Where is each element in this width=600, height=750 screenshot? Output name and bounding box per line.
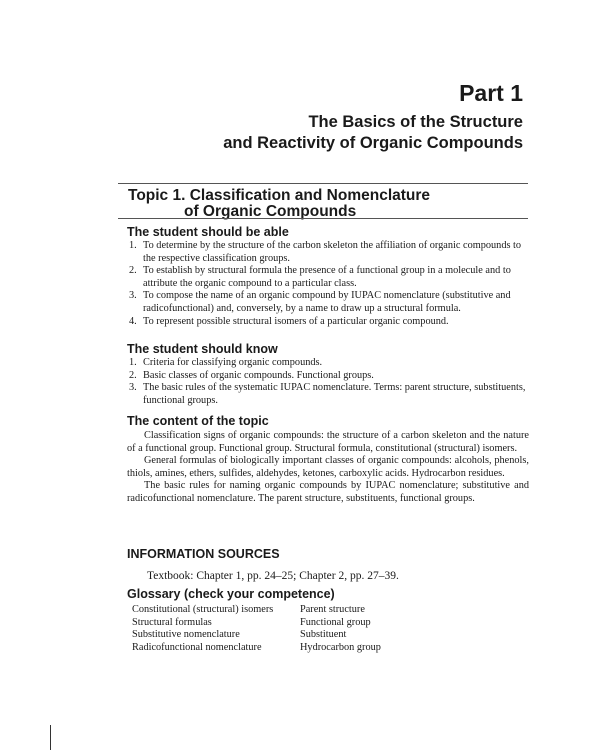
should-know-list — [129, 357, 529, 407]
glossary-term: Constitutional (structural) isomers — [132, 604, 274, 615]
content-paragraph: General formulas of biologically important classes of organic compounds: alcohols, phenols, thiols, amines, ethers, sulfides, aldehydes, ketones, carboxylic acids. Hydrocarbon residues. — [127, 455, 529, 479]
part-subtitle-line-1: The Basics of the Structure — [308, 113, 523, 131]
glossary-term: Structural formulas — [132, 616, 212, 628]
topic-top-rule — [118, 183, 528, 184]
info-sources-heading: INFORMATION SOURCES — [127, 547, 280, 561]
topic-title-line-1: Topic 1. Classification and Nomenclature — [128, 187, 431, 204]
content-body — [127, 430, 529, 506]
list-item: 2. Basic classes of organic compounds. Functional groups. — [129, 369, 374, 381]
glossary-right-column — [300, 604, 381, 654]
glossary-term: Substitutive nomenclature — [132, 629, 240, 641]
content-heading: The content of the topic — [127, 414, 269, 428]
list-item: 3. The basic rules of the systematic IUPAC nomenclature. Terms: parent structure, substituents, functional groups. — [129, 382, 526, 406]
part-subtitle-line-2: and Reactivity of Organic Compounds — [223, 134, 523, 152]
topic-bottom-rule — [118, 218, 528, 219]
list-item: 1. To determine by the structure of the carbon skeleton the affiliation of organic compounds to the respective classification groups. — [129, 240, 522, 264]
list-item: 2. To establish by structural formula the presence of a functional group in a molecule and to attribute the organic compound to a particular class. — [129, 265, 511, 289]
should-be-able-heading: The student should be able — [127, 225, 289, 239]
glossary-term: Substituent — [300, 629, 347, 641]
glossary-left-column — [132, 604, 273, 654]
should-know-heading: The student should know — [127, 342, 278, 356]
list-item: 1. Criteria for classifying organic compounds. — [129, 357, 323, 368]
glossary-term: Parent structure — [300, 604, 365, 615]
glossary-heading: Glossary (check your competence) — [127, 587, 335, 601]
topic-title-line-2: of Organic Compounds — [184, 203, 357, 220]
should-be-able-list — [129, 240, 529, 328]
glossary-term: Functional group — [300, 616, 371, 628]
topic-title — [128, 188, 430, 220]
glossary-term: Radicofunctional nomenclature — [132, 641, 262, 653]
content-paragraph: Classification signs of organic compounds: the structure of a carbon skeleton and the nature of a functional group. Functional group. Structural formula, constitutional (structural) isomers. — [127, 430, 529, 454]
part-title: Part 1 — [459, 80, 523, 106]
list-item: 3. To compose the name of an organic compound by IUPAC nomenclature (substitutive and radicofunctional) and, conversely, by a name to draw up a structural formula. — [129, 290, 511, 314]
part-subtitle — [103, 112, 523, 154]
glossary-term: Hydrocarbon group — [300, 641, 381, 653]
content-paragraph: The basic rules for naming organic compounds by IUPAC nomenclature; substitutive and radicofunctional nomenclature. The parent structure, substituents, functional groups. — [127, 480, 529, 504]
info-sources-text: Textbook: Chapter 1, pp. 24–25; Chapter 2, pp. 27–39. — [147, 570, 399, 582]
margin-mark — [50, 725, 51, 750]
list-item: 4. To represent possible structural isomers of a particular organic compound. — [129, 315, 449, 327]
